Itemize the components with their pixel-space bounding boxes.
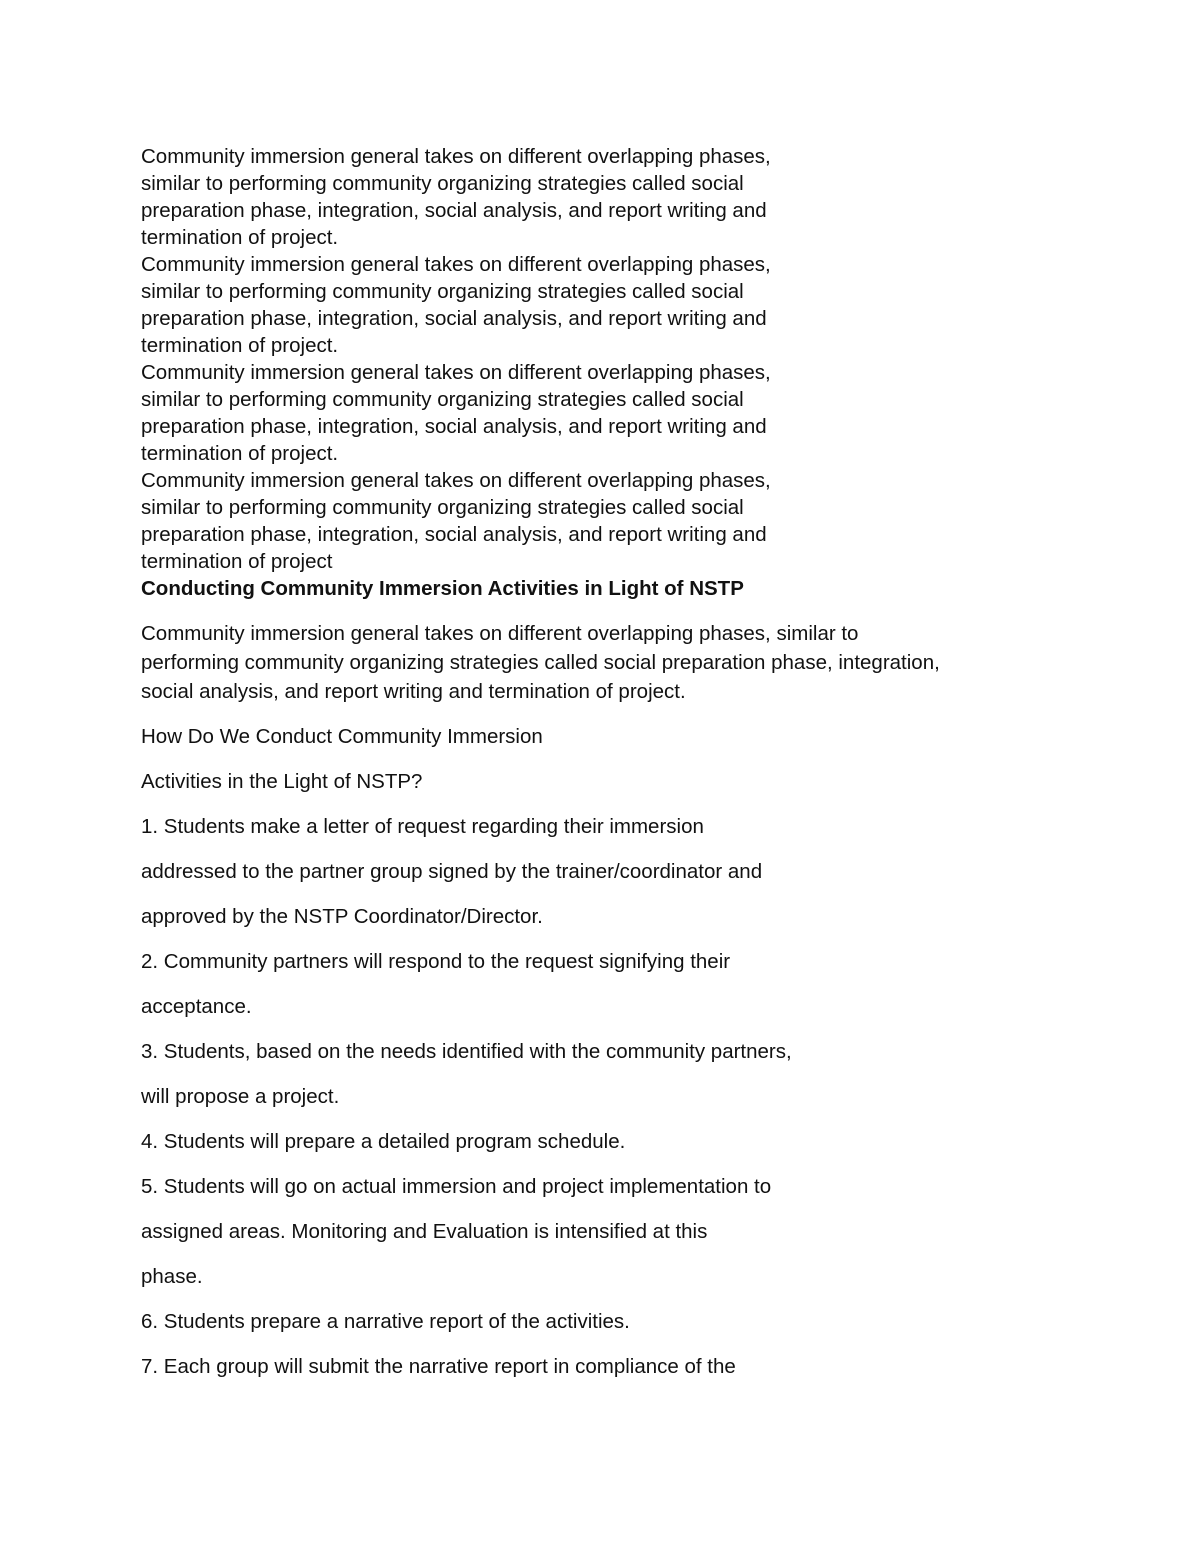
steps-line: How Do We Conduct Community Immersion [141,725,543,748]
steps-line: 5. Students will go on actual immersion and project implementation to [141,1175,772,1198]
steps-line: approved by the NSTP Coordinator/Director. [141,905,543,928]
paragraph-line: social analysis, and report writing and termination of project. [141,680,686,703]
intro-line: preparation phase, integration, social analysis, and report writing and [141,307,767,330]
intro-line: similar to performing community organizing strategies called social [141,388,744,411]
intro-repeated-paragraphs [141,143,901,575]
steps-line: 6. Students prepare a narrative report of the activities. [141,1310,630,1333]
section-paragraph [141,619,1081,706]
intro-line: similar to performing community organizing strategies called social [141,172,744,195]
intro-line: termination of project. [141,334,339,357]
steps-line: will propose a project. [141,1085,340,1108]
steps-list [141,722,1041,1397]
section-heading: Conducting Community Immersion Activities in Light of NSTP [141,577,744,600]
intro-line: Community immersion general takes on different overlapping phases, [141,145,771,168]
intro-line: Community immersion general takes on different overlapping phases, [141,469,771,492]
steps-line: acceptance. [141,995,252,1018]
intro-line: preparation phase, integration, social analysis, and report writing and [141,523,767,546]
steps-line: 1. Students make a letter of request regarding their immersion [141,815,704,838]
paragraph-line: performing community organizing strategies called social preparation phase, integration, [141,651,940,674]
intro-line: similar to performing community organizing strategies called social [141,496,744,519]
steps-line: Activities in the Light of NSTP? [141,770,423,793]
steps-line: phase. [141,1265,203,1288]
intro-line: Community immersion general takes on different overlapping phases, [141,361,771,384]
intro-line: termination of project. [141,226,339,249]
steps-line: 4. Students will prepare a detailed program schedule. [141,1130,626,1153]
intro-line: Community immersion general takes on different overlapping phases, [141,253,771,276]
intro-line: preparation phase, integration, social analysis, and report writing and [141,199,767,222]
steps-line: 3. Students, based on the needs identified with the community partners, [141,1040,792,1063]
steps-line: addressed to the partner group signed by the trainer/coordinator and [141,860,763,883]
intro-line: termination of project. [141,442,339,465]
paragraph-line: Community immersion general takes on different overlapping phases, similar to [141,622,859,645]
intro-line: similar to performing community organizing strategies called social [141,280,744,303]
steps-line: 2. Community partners will respond to the request signifying their [141,950,731,973]
intro-line: preparation phase, integration, social analysis, and report writing and [141,415,767,438]
steps-line: assigned areas. Monitoring and Evaluation is intensified at this [141,1220,708,1243]
steps-line: 7. Each group will submit the narrative report in compliance of the [141,1355,736,1378]
intro-line: termination of project [141,550,333,573]
